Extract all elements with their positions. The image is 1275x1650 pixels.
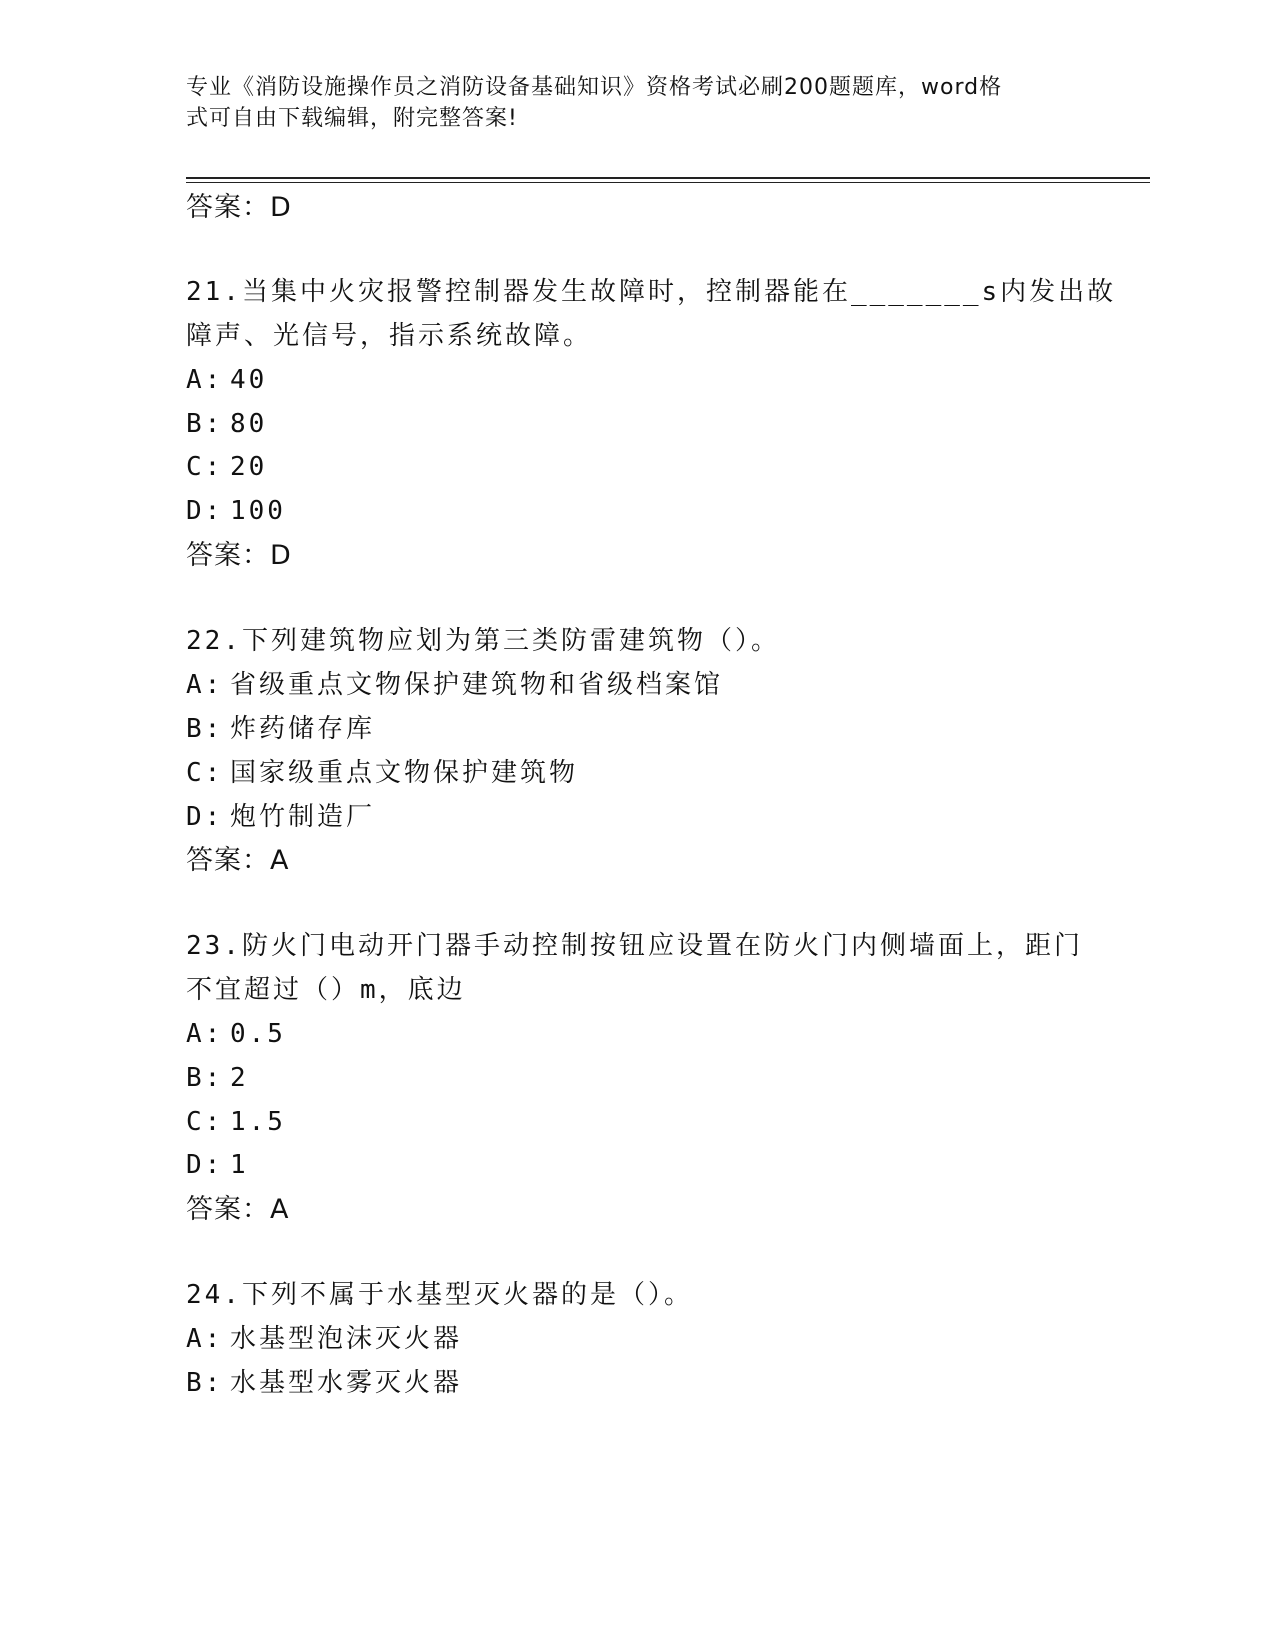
question-21-option-c — [186, 451, 267, 483]
option-text: 1.5 — [230, 1107, 286, 1137]
option-label: A: — [186, 1324, 224, 1354]
option-text: 国家级重点文物保护建筑物 — [230, 758, 579, 788]
option-label: A: — [186, 365, 224, 395]
option-text: 40 — [230, 365, 268, 395]
option-label: C: — [186, 452, 224, 482]
option-label: B: — [186, 409, 224, 439]
header-divider-thin — [186, 182, 1150, 183]
option-label: C: — [186, 758, 224, 788]
question-22-option-c — [186, 757, 578, 789]
option-label: C: — [186, 1107, 224, 1137]
option-text: 炮竹制造厂 — [230, 802, 376, 832]
question-21-answer: 答案：D — [186, 540, 292, 571]
question-24-option-b — [186, 1367, 462, 1399]
question-22-text-line-1: 22.下列建筑物应划为第三类防雷建筑物（）。 — [186, 626, 780, 656]
question-23-option-d — [186, 1149, 249, 1181]
option-label: A: — [186, 1019, 224, 1049]
header-divider-thick — [186, 177, 1150, 179]
document-header — [186, 72, 1066, 134]
question-23-option-a — [186, 1018, 286, 1050]
question-22-option-a — [186, 669, 723, 701]
option-label: B: — [186, 1063, 224, 1093]
option-label: D: — [186, 496, 224, 526]
question-22-option-b — [186, 713, 375, 745]
option-text: 省级重点文物保护建筑物和省级档案馆 — [230, 670, 724, 700]
question-21-text-line-1: 21.当集中火灾报警控制器发生故障时，控制器能在_______s内发出故 — [186, 277, 1117, 307]
question-22-answer: 答案：A — [186, 845, 290, 876]
option-text: 100 — [230, 496, 286, 526]
question-23-answer: 答案：A — [186, 1194, 290, 1225]
question-23-option-b — [186, 1062, 249, 1094]
question-23-text-line-2: 不宜超过（）m，底边 — [186, 975, 466, 1005]
option-text: 水基型水雾灭火器 — [230, 1368, 463, 1398]
header-line-1: 专业《消防设施操作员之消防设备基础知识》资格考试必刷200题题库，word格 — [186, 75, 1003, 100]
header-line-2: 式可自由下载编辑，附完整答案! — [186, 106, 518, 131]
option-text: 2 — [230, 1063, 249, 1093]
option-label: D: — [186, 1150, 224, 1180]
question-21-text-line-2: 障声、光信号，指示系统故障。 — [186, 321, 593, 351]
option-label: B: — [186, 714, 224, 744]
option-text: 0.5 — [230, 1019, 286, 1049]
option-text: 水基型泡沫灭火器 — [230, 1324, 463, 1354]
question-24-text-line-1: 24.下列不属于水基型灭火器的是（）。 — [186, 1280, 693, 1310]
previous-answer: 答案：D — [186, 192, 292, 223]
question-23-text-line-1: 23.防火门电动开门器手动控制按钮应设置在防火门内侧墙面上，距门 — [186, 931, 1083, 961]
option-text: 80 — [230, 409, 268, 439]
question-23-option-c — [186, 1106, 286, 1138]
question-21-option-d — [186, 495, 286, 527]
question-24-option-a — [186, 1323, 462, 1355]
option-text: 炸药储存库 — [230, 714, 376, 744]
question-21-option-b — [186, 408, 267, 440]
question-21-option-a — [186, 364, 267, 396]
option-text: 1 — [230, 1150, 249, 1180]
option-label: A: — [186, 670, 224, 700]
option-label: D: — [186, 802, 224, 832]
question-22-option-d — [186, 801, 375, 833]
option-label: B: — [186, 1368, 224, 1398]
option-text: 20 — [230, 452, 268, 482]
